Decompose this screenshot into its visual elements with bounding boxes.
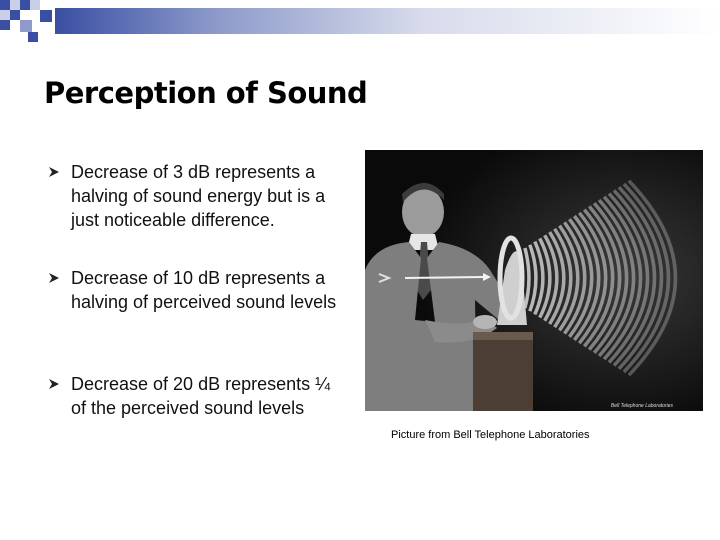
- arrow-bullet-icon: [48, 272, 60, 284]
- arrow-bullet-icon: [48, 166, 60, 178]
- arrow-bullet-icon: [48, 378, 60, 390]
- slide-title: Perception of Sound: [44, 76, 368, 110]
- decor-square: [10, 10, 20, 20]
- decor-square: [40, 10, 52, 22]
- decor-square: [0, 20, 10, 30]
- header-gradient-band: [55, 8, 720, 34]
- decor-square: [30, 0, 40, 10]
- bullet-text: Decrease of 20 dB represents ¼ of the perceived sound levels: [71, 374, 331, 418]
- decor-square: [20, 0, 30, 10]
- photo-caption: Picture from Bell Telephone Laboratories: [391, 429, 590, 441]
- sound-wave-photo: [365, 150, 703, 411]
- decor-square: [10, 0, 20, 10]
- photo-illustration: [365, 150, 703, 411]
- photo-credit-text: Bell Telephone Laboratories: [610, 403, 673, 409]
- bullet-text: Decrease of 10 dB represents a halving of perceived sound levels: [71, 268, 337, 312]
- decor-square: [20, 10, 30, 20]
- decor-square: [0, 10, 10, 20]
- decor-square: [28, 32, 38, 42]
- bullet-text: Decrease of 3 dB represents a halving of sound energy but is a just noticeable difference.: [71, 162, 326, 230]
- decor-square: [0, 0, 10, 10]
- decor-square: [20, 20, 32, 32]
